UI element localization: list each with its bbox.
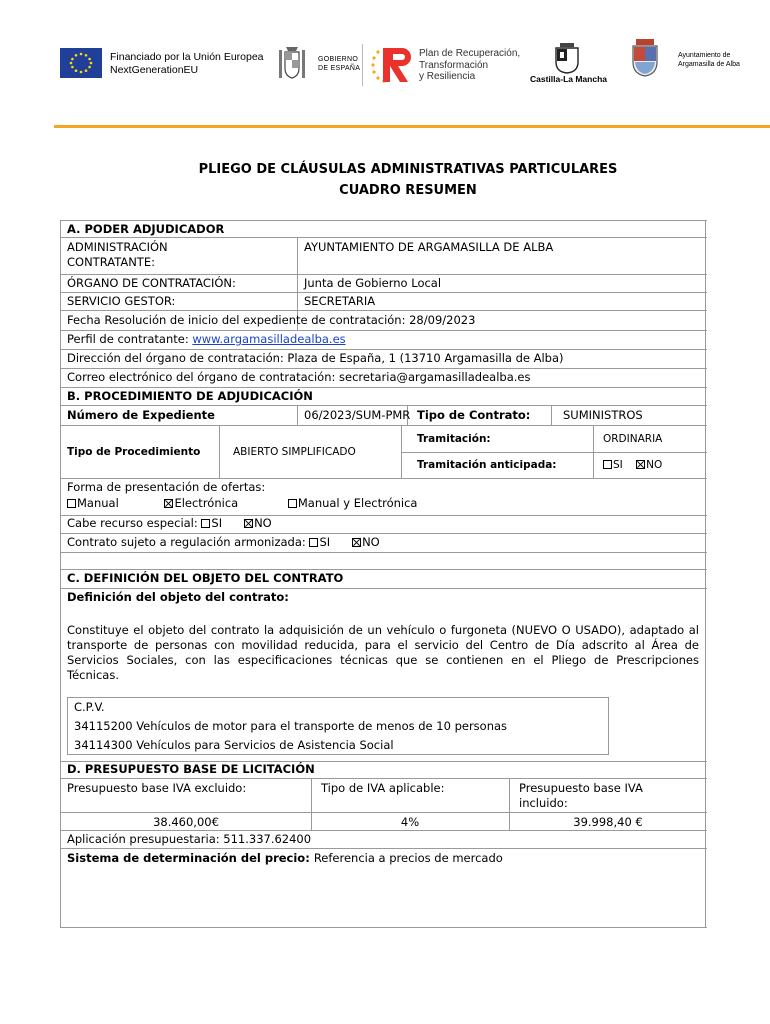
anticipada-no-checkbox[interactable] — [636, 460, 645, 469]
sistema-precio: Sistema de determinación del precio: Referencia a precios de mercado — [67, 851, 503, 865]
logo-divider — [362, 44, 363, 86]
forma-manual-checkbox[interactable] — [67, 499, 76, 508]
gobierno-text: GOBIERNO DE ESPAÑA — [318, 56, 361, 72]
tramitacion-label: Tramitación: — [417, 433, 491, 445]
cpv-code-1: 34115200 Vehículos de motor para el transporte de menos de 10 personas — [74, 719, 508, 733]
base-incluido-value: 39.998,40 € — [573, 815, 643, 829]
anticipada-si-checkbox[interactable] — [603, 460, 612, 469]
tramitacion-value: ORDINARIA — [603, 433, 663, 445]
base-excluido-value: 38.460,00€ — [153, 815, 219, 829]
eu-flag-icon — [60, 48, 102, 78]
organo-value: Junta de Gobierno Local — [304, 276, 442, 290]
aplicacion-presupuestaria: Aplicación presupuestaria: 511.337.62400 — [67, 832, 312, 846]
recurso-no-checkbox[interactable] — [244, 519, 253, 528]
prtr-text: Plan de Recuperación, Transformación y Resiliencia — [419, 48, 521, 82]
recurso-si-checkbox[interactable] — [201, 519, 210, 528]
base-incluido-label: Presupuesto base IVA incluido: — [519, 781, 643, 810]
tipo-iva-label: Tipo de IVA aplicable: — [321, 781, 445, 795]
armonizada-si-checkbox[interactable] — [309, 538, 318, 547]
header-rule — [54, 125, 770, 128]
admin-value: AYUNTAMIENTO DE ARGAMASILLA DE ALBA — [304, 240, 554, 254]
cpv-label: C.P.V. — [74, 700, 105, 714]
objeto-subheading: Definición del objeto del contrato: — [67, 590, 289, 604]
section-b-heading: B. PROCEDIMIENTO DE ADJUDICACIÓN — [67, 389, 313, 403]
expediente-label: Número de Expediente — [67, 408, 215, 422]
document-subtitle: CUADRO RESUMEN — [339, 183, 477, 198]
admin-label: ADMINISTRACIÓN CONTRATANTE: — [67, 240, 168, 269]
direccion-organo: Dirección del órgano de contratación: Plaza de España, 1 (13710 Argamasilla de Alba) — [67, 351, 564, 365]
perfil-link[interactable]: www.argamasilladealba.es — [192, 332, 346, 346]
expediente-value: 06/2023/SUM-PMR — [304, 408, 411, 422]
castilla-la-mancha-text: Castilla-La Mancha — [530, 74, 607, 84]
tipo-contrato-value: SUMINISTROS — [563, 408, 643, 422]
section-a-heading: A. PODER ADJUDICADOR — [67, 222, 225, 236]
summary-table — [60, 220, 706, 928]
tramitacion-anticipada-options: SI NO — [603, 458, 662, 473]
document-title: PLIEGO DE CLÁUSULAS ADMINISTRATIVAS PARTICULARES — [198, 162, 618, 177]
cpv-code-2: 34114300 Vehículos para Servicios de Asistencia Social — [74, 738, 394, 752]
forma-presentacion-options: Manual Electrónica Manual y Electrónica — [67, 496, 627, 511]
argamasilla-crest-icon — [630, 38, 660, 78]
servicio-label: SERVICIO GESTOR: — [67, 294, 176, 308]
spain-coat-of-arms-icon — [276, 44, 308, 84]
objeto-paragraph: Constituye el objeto del contrato la adquisición de un vehículo o furgoneta (NUEVO O USADO), adaptado al transporte de personas con movilidad reducida, para el servicio del Centro de Día adscrito al Área de Servicios Sociales, con las especificaciones técnicas que se contienen en el Pliego de Prescripciones Técnicas. — [67, 623, 699, 682]
procedimiento-value: ABIERTO SIMPLIFICADO — [233, 446, 356, 458]
procedimiento-label: Tipo de Procedimiento — [67, 446, 201, 458]
forma-electronica-checkbox[interactable] — [164, 499, 173, 508]
perfil-contratante: Perfil de contratante: www.argamasilladealba.es — [67, 332, 346, 346]
forma-ambas-checkbox[interactable] — [288, 499, 297, 508]
ayuntamiento-text: Ayuntamiento de Argamasilla de Alba — [678, 52, 740, 68]
prtr-logo-icon — [370, 44, 414, 84]
logo-bar — [0, 0, 770, 110]
fecha-resolucion: Fecha Resolución de inicio del expediente de contratación: 28/09/2023 — [67, 313, 476, 327]
cpv-box — [67, 697, 609, 755]
section-d-heading: D. PRESUPUESTO BASE DE LICITACIÓN — [67, 762, 315, 776]
tipo-contrato-label: Tipo de Contrato: — [417, 408, 531, 422]
recurso-especial: Cabe recurso especial: SI NO — [67, 516, 272, 530]
section-c-heading: C. DEFINICIÓN DEL OBJETO DEL CONTRATO — [67, 571, 344, 585]
organo-label: ÓRGANO DE CONTRATACIÓN: — [67, 276, 236, 290]
armonizada-no-checkbox[interactable] — [352, 538, 361, 547]
correo-organo: Correo electrónico del órgano de contratación: secretaria@argamasilladealba.es — [67, 370, 531, 384]
servicio-value: SECRETARIA — [304, 294, 376, 308]
forma-presentacion-label: Forma de presentación de ofertas: — [67, 480, 266, 494]
regulacion-armonizada: Contrato sujeto a regulación armonizada: SI NO — [67, 535, 380, 549]
castilla-la-mancha-crest-icon — [552, 42, 582, 74]
tramitacion-anticipada-label: Tramitación anticipada: — [417, 459, 557, 471]
tipo-iva-value: 4% — [400, 815, 420, 829]
eu-funding-text: Financiado por la Unión Europea NextGenerationEU — [110, 51, 264, 76]
base-excluido-label: Presupuesto base IVA excluido: — [67, 781, 247, 795]
